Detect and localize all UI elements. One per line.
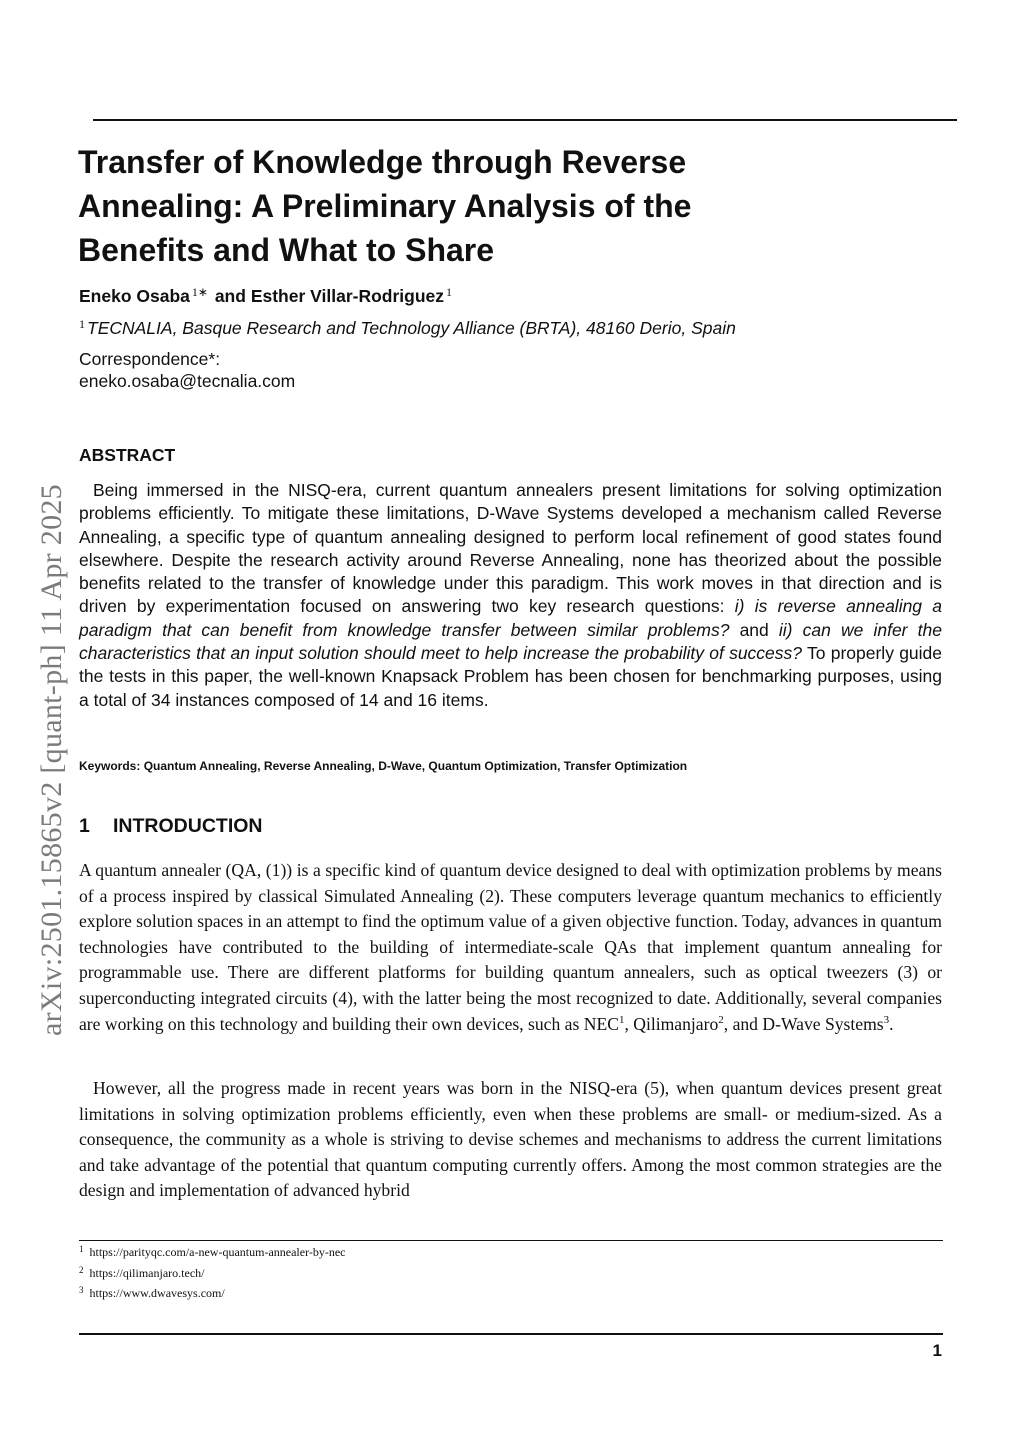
correspondence-label: Correspondence*: [79,349,221,369]
author-name: Eneko Osaba [79,286,190,306]
intro-text: A quantum annealer (QA, (1)) is a specific kind of quantum device designed to deal with optimization problems by means of a process inspired by classical Simulated Annealing (2). These computers leverage quantum mechanics to efficiently explore solution spaces in an attempt to find the optimum value of a given objective function. Today, advances in quantum technologies have contributed to the building of intermediate-scale QAs that implement quantum annealing for programmable use. There are different platforms for building quantum annealers, such as optical tweezers (3) or superconducting integrated circuits (4), with the latter being the most recognized to date. Additionally, several companies are working on this technology and building their own devices, such as [79,860,942,1034]
footnote-mark: 1 [79,1244,84,1254]
company-nec: NEC [583,1013,619,1034]
abstract-and: and [739,619,769,640]
abstract-body [79,479,942,712]
footnote-link[interactable]: https://qilimanjaro.tech/ [89,1266,205,1280]
paper-title: Transfer of Knowledge through Reverse Annealing: A Preliminary Analysis of the Benefits and What to Share [78,144,692,268]
author-name: Esther Villar-Rodriguez [250,286,445,306]
keywords [79,759,687,773]
footnote-link[interactable]: https://www.dwavesys.com/ [89,1286,225,1300]
section-heading [79,815,263,838]
abstract-text: Being immersed in the NISQ-era, current quantum annealers present limitations for solving optimization problems efficiently. To mitigate these limitations, D-Wave Systems developed a mechanism called Reverse Annealing, a specific type of quantum annealing designed to perform local refinement of good states found elsewhere. Despite the research activity around Reverse Annealing, none has theorized about the possible benefits related to the transfer of knowledge under this paradigm. This work moves in that direction and is driven by experimentation focused on answering two key research questions: [79,480,942,617]
intro-paragraph [79,858,942,1037]
footnote-ref: 3 [883,1013,890,1026]
affiliation-text: TECNALIA, Basque Research and Technology Alliance (BRTA), 48160 Derio, Spain [87,318,736,338]
intro-paragraph: However, all the progress made in recent years was born in the NISQ-era (5), when quantum devices present great limitations in solving optimization problems efficiently, even when these problems are small- or medium-sized. As a consequence, the community as a whole is striving to devise schemes and mechanisms to address the current limitations and take advantage of the potential that quantum computing currently offers. Among the most common strategies are the design and implementation of advanced hybrid [79,1078,942,1201]
footnote [79,1244,346,1260]
separator: , [624,1013,629,1034]
abstract-heading: ABSTRACT [79,445,176,465]
footnote [79,1265,204,1281]
correspondence-email: eneko.osaba@tecnalia.com [79,371,296,391]
research-question-2: ii) can we infer the characteristics that an input solution should meet to help increase the probability of success? [79,619,942,664]
company-dwave: D-Wave Systems [762,1013,884,1034]
bottom-rule [79,1333,943,1335]
arxiv-stamp-text: arXiv:2501.15865v2 [quant-ph] 11 Apr 2025 [35,484,68,1036]
footnote-ref: 1 [618,1013,625,1026]
author-affiliation-mark: 1 [446,285,453,299]
keywords-label: Keywords: [79,759,141,773]
section-title: INTRODUCTION [113,815,263,837]
affiliation [79,317,736,339]
footnote-link[interactable]: https://parityqc.com/a-new-quantum-annealer-by-nec [89,1245,346,1259]
footnote [79,1285,225,1301]
footnote-mark: 2 [79,1265,84,1275]
top-rule [93,119,957,121]
footnote-ref: 2 [718,1013,724,1026]
separator: , and [723,1013,758,1034]
company-qilimanjaro: Qilimanjaro [633,1013,719,1034]
affiliation-mark: 1 [79,317,85,331]
section-number: 1 [79,815,90,837]
footnote-mark: 3 [79,1285,84,1295]
abstract-text-end: To properly guide the tests in this paper, the well-known Knapsack Problem has been chosen for benchmarking purposes, using a total of 34 instances composed of 14 and 16 items. [79,643,943,710]
research-question-1: i) is reverse annealing a paradigm that can benefit from knowledge transfer between similar problems? [79,596,942,640]
page-number: 1 [932,1341,942,1360]
footnote-rule [79,1240,943,1241]
author-connector: and [214,286,246,306]
author-affiliation-mark: 1∗ [191,285,208,299]
sentence-end: . [889,1013,894,1034]
author-line [79,285,454,307]
keywords-list: Quantum Annealing, Reverse Annealing, D-Wave, Quantum Optimization, Transfer Optimization [143,759,688,773]
